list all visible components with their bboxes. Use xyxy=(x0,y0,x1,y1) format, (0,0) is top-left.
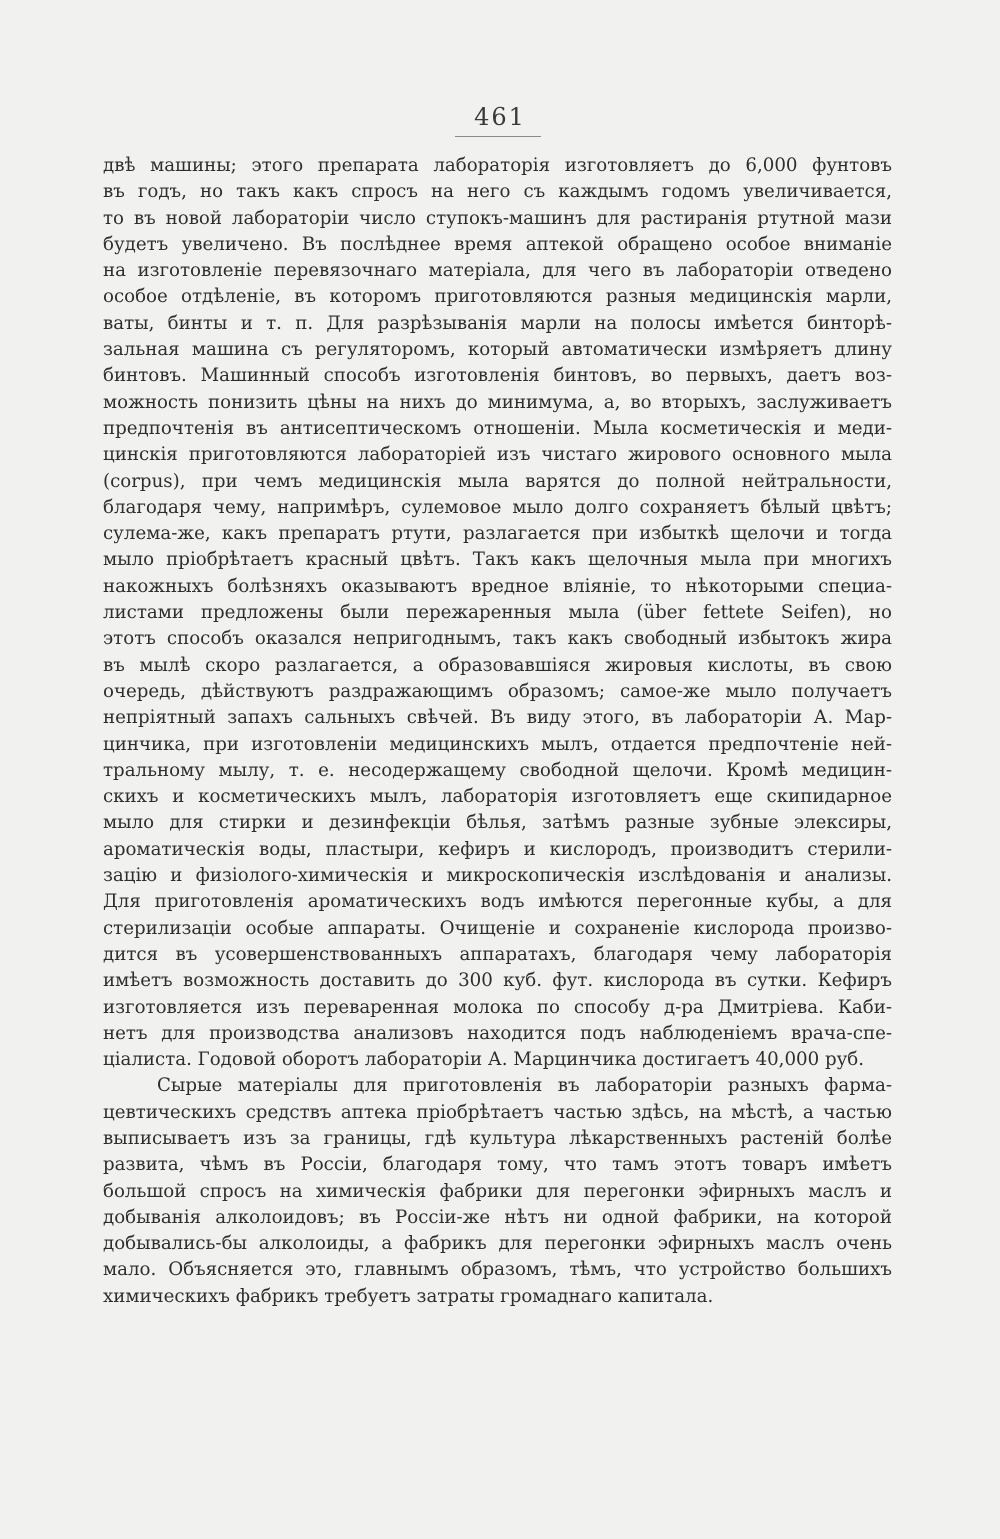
text-line: Сырые матеріалы для приготовленія въ лабораторіи разныхъ фарма- xyxy=(157,1075,892,1097)
paragraph-2 xyxy=(103,1073,892,1310)
page-number-rule xyxy=(455,136,541,137)
text-line: въ мылѣ скоро разлагается, а образовавшіяся жировыя кислоты, въ свою xyxy=(103,654,892,676)
text-line: химическихъ фабрикъ требуетъ затраты громаднаго капитала. xyxy=(103,1285,714,1307)
text-line: цинскія приготовляются лабораторіей изъ чистаго жирового основного мыла xyxy=(103,444,892,466)
text-line: листами предложены были пережаренныя мыла (über fettete Seifen), но xyxy=(103,602,892,624)
text-line: выписываетъ изъ за границы, гдѣ культура лѣкарственныхъ растеній болѣе xyxy=(103,1127,892,1149)
text-line: ароматическія воды, пластыри, кефиръ и кислородъ, производитъ стерили- xyxy=(103,838,892,860)
text-line: можность понизить цѣны на нихъ до минимума, а, во вторыхъ, заслуживаетъ xyxy=(103,391,892,413)
text-line: нетъ для производства анализовъ находится подъ наблюденіемъ врача-спе- xyxy=(103,1022,892,1044)
text-line: сулема-же, какъ препаратъ ртути, разлагается при избыткѣ щелочи и тогда xyxy=(103,523,892,545)
text-line: зацію и физіолого-химическія и микроскопическія изслѣдованія и анализы. xyxy=(103,865,892,887)
text-line: накожныхъ болѣзняхъ оказываютъ вредное вліяніе, то нѣкоторыми специа- xyxy=(103,575,892,597)
text-line: двѣ машины; этого препарата лабораторія изготовляетъ до 6,000 фунтовъ xyxy=(103,155,892,176)
text-line: имѣетъ возможность доставить до 300 куб. фут. кислорода въ сутки. Кефиръ xyxy=(103,970,892,992)
text-line: дится въ усовершенствованныхъ аппаратахъ, благодаря чему лабораторія xyxy=(103,943,892,965)
text-line: ваты, бинты и т. п. Для разрѣзыванія марли на полосы имѣется бинторѣ- xyxy=(103,312,892,334)
text-line: зальная машина съ регуляторомъ, который автоматически измѣряетъ длину xyxy=(103,339,892,361)
page-number: 461 xyxy=(474,103,526,131)
text-line: цевтическихъ средствъ аптека пріобрѣтаетъ частью здѣсь, на мѣстѣ, а частью xyxy=(103,1101,892,1123)
text-line: особое отдѣленіе, въ которомъ приготовляются разныя медицинскія марли, xyxy=(103,286,892,308)
text-line: предпочтенія въ антисептическомъ отношеніи. Мыла косметическія и меди- xyxy=(103,417,892,439)
text-line: мыло пріобрѣтаетъ красный цвѣтъ. Такъ какъ щелочныя мыла при многихъ xyxy=(103,549,892,571)
text-line: добывались-бы алколоиды, а фабрикъ для перегонки эфирныхъ маслъ очень xyxy=(103,1233,892,1255)
text-line: на изготовленіе перевязочнаго матеріала, для чего въ лабораторіи отведено xyxy=(103,260,892,282)
text-line: благодаря чему, напримѣръ, сулемовое мыло долго сохраняетъ бѣлый цвѣтъ; xyxy=(103,496,892,518)
text-line: добыванія алколоидовъ; въ Россіи-же нѣтъ ни одной фабрики, на которой xyxy=(103,1206,892,1228)
text-line: изготовляется изъ переваренная молока по способу д-ра Дмитріева. Каби- xyxy=(103,996,892,1018)
text-line: развита, чѣмъ въ Россіи, благодаря тому, что тамъ этотъ товаръ имѣетъ xyxy=(103,1154,892,1176)
text-line: непріятный запахъ сальныхъ свѣчей. Въ виду этого, въ лабораторіи А. Мар- xyxy=(103,707,892,729)
text-line: мало. Объясняется это, главнымъ образомъ, тѣмъ, что устройство большихъ xyxy=(103,1259,892,1281)
text-line: въ годъ, но такъ какъ спросъ на него съ каждымъ годомъ увеличивается, xyxy=(103,181,892,203)
text-line: этотъ способъ оказался непригоднымъ, такъ какъ свободный избытокъ жира xyxy=(103,628,892,650)
text-line: большой спросъ на химическія фабрики для перегонки эфирныхъ маслъ и xyxy=(103,1180,892,1202)
text-line: (corpus), при чемъ медицинскія мыла варятся до полной нейтральности, xyxy=(103,470,892,492)
body-text xyxy=(103,153,892,1310)
text-line: тральному мылу, т. е. несодержащему свободной щелочи. Кромѣ медицин- xyxy=(103,759,892,781)
text-line: цинчика, при изготовленіи медицинскихъ мылъ, отдается предпочтеніе ней- xyxy=(103,733,892,755)
text-line: то въ новой лабораторіи число ступокъ-машинъ для растиранія ртутной мази xyxy=(103,207,892,229)
text-line: очередь, дѣйствуютъ раздражающимъ образомъ; самое-же мыло получаетъ xyxy=(103,680,892,702)
text-line: скихъ и косметическихъ мылъ, лабораторія изготовляетъ еще скипидарное xyxy=(103,786,892,808)
text-line: бинтовъ. Машинный способъ изготовленія бинтовъ, во первыхъ, даетъ воз- xyxy=(103,365,892,387)
text-line: стерилизаціи особые аппараты. Очищеніе и сохраненіе кислорода произво- xyxy=(103,917,892,939)
text-line: будетъ увеличено. Въ послѣднее время аптекой обращено особое вниманіе xyxy=(103,233,892,255)
text-line: Для приготовленія ароматическихъ водъ имѣются перегонные кубы, а для xyxy=(103,891,892,913)
paragraph-1 xyxy=(103,153,892,1073)
text-line: мыло для стирки и дезинфекціи бѣлья, затѣмъ разные зубные элексиры, xyxy=(103,812,892,834)
text-line: ціалиста. Годовой оборотъ лабораторіи А. Марцинчика достигаетъ 40,000 руб. xyxy=(103,1049,865,1071)
